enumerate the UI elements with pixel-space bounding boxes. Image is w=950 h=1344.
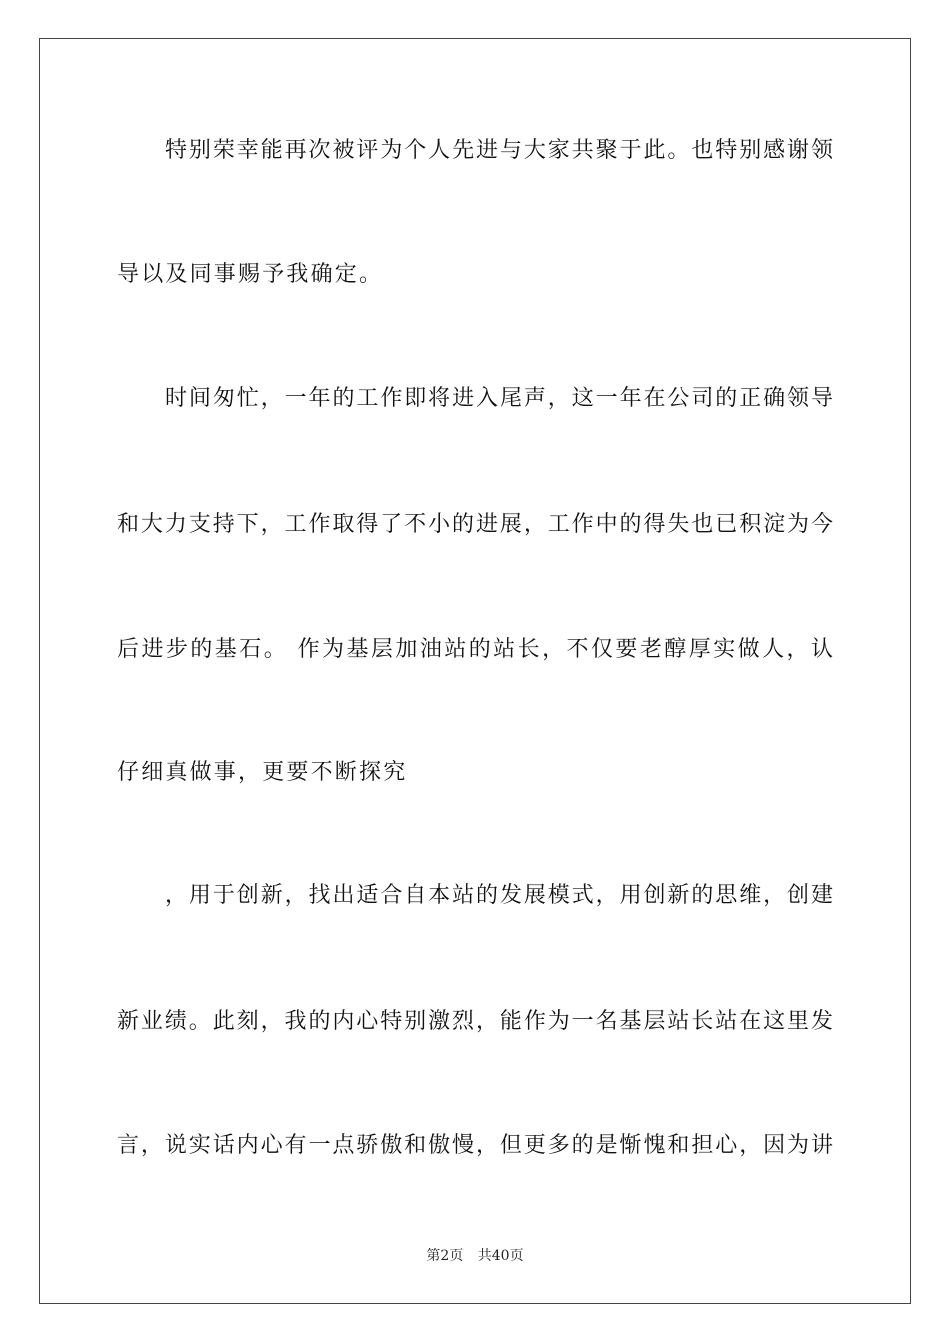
paragraph-line: 言，说实话内心有一点骄傲和傲慢，但更多的是惭愧和担心，因为讲 [117, 1133, 833, 1158]
paragraph-line: 仔细真做事，更要不断探究 [117, 760, 408, 785]
paragraph-line: ，用于创新，找出适合自本站的发展模式，用创新的思维，创建 [165, 883, 833, 908]
paragraph-line: 导以及同事赐予我确定。 [117, 262, 384, 287]
paragraph-line: 后进步的基石。 作为基层加油站的站长，不仅要老醇厚实做人，认 [117, 637, 833, 662]
paragraph-line: 时间匆忙，一年的工作即将进入尾声，这一年在公司的正确领导 [165, 386, 833, 411]
page-number-footer: 第2页 共40页 [426, 1248, 524, 1264]
paragraph-line: 和大力支持下，工作取得了不小的进展，工作中的得失也已积淀为今 [117, 512, 833, 537]
paragraph-line: 特别荣幸能再次被评为个人先进与大家共聚于此。也特别感谢领 [165, 138, 833, 163]
page-border [39, 38, 911, 1304]
paragraph-line: 新业绩。此刻，我的内心特别激烈，能作为一名基层站长站在这里发 [117, 1009, 833, 1034]
